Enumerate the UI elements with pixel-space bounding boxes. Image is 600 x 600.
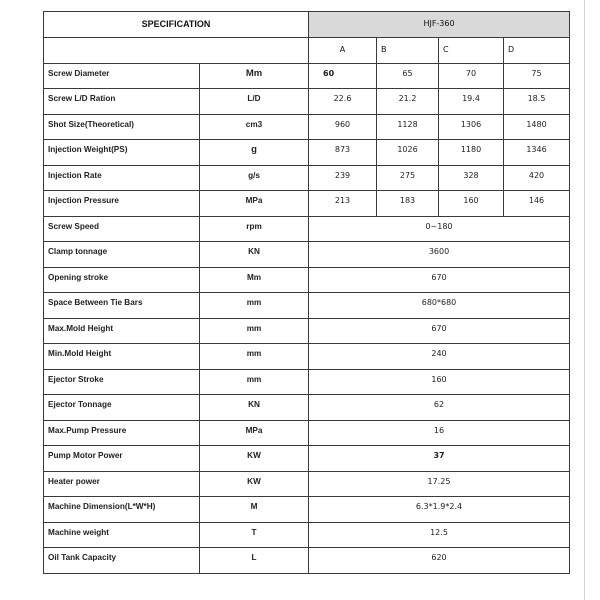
table-row — [44, 242, 570, 268]
value-c: 328 — [439, 165, 504, 191]
header-row — [44, 12, 570, 38]
row-unit: MPa — [200, 191, 309, 217]
row-label: Pump Motor Power — [44, 446, 200, 472]
screw-option-b: B — [377, 38, 439, 64]
value-b: 183 — [377, 191, 439, 217]
row-label: Machine weight — [44, 522, 200, 548]
table-row — [44, 191, 570, 217]
blank-cell — [44, 38, 309, 64]
row-value: 670 — [309, 267, 570, 293]
row-unit: mm — [200, 369, 309, 395]
table-row — [44, 369, 570, 395]
value-b: 65 — [377, 63, 439, 89]
row-value: 670 — [309, 318, 570, 344]
row-label: Clamp tonnage — [44, 242, 200, 268]
value-c: 1180 — [439, 140, 504, 166]
row-value: 17.25 — [309, 471, 570, 497]
table-row — [44, 293, 570, 319]
value-a: 239 — [309, 165, 377, 191]
table-row — [44, 344, 570, 370]
specification-title: SPECIFICATION — [44, 12, 309, 38]
value-b: 1026 — [377, 140, 439, 166]
table-row — [44, 446, 570, 472]
value-a: 213 — [309, 191, 377, 217]
row-label: Space Between Tie Bars — [44, 293, 200, 319]
value-c: 160 — [439, 191, 504, 217]
value-d: 146 — [504, 191, 570, 217]
row-value: 680*680 — [309, 293, 570, 319]
table-row — [44, 89, 570, 115]
row-label: Min.Mold Height — [44, 344, 200, 370]
table-row — [44, 548, 570, 574]
table-row — [44, 216, 570, 242]
row-value: 12.5 — [309, 522, 570, 548]
row-label: Shot Size(Theoretical) — [44, 114, 200, 140]
screw-option-c: C — [439, 38, 504, 64]
screw-option-a: A — [309, 38, 377, 64]
row-unit: cm3 — [200, 114, 309, 140]
row-unit: Mm — [200, 63, 309, 89]
row-label: Screw Diameter — [44, 63, 200, 89]
specification-table — [43, 11, 570, 574]
row-value: 240 — [309, 344, 570, 370]
value-c: 1306 — [439, 114, 504, 140]
value-d: 18.5 — [504, 89, 570, 115]
row-label: Max.Pump Pressure — [44, 420, 200, 446]
page-edge-divider — [584, 0, 585, 600]
value-d: 75 — [504, 63, 570, 89]
value-c: 70 — [439, 63, 504, 89]
row-label: Oil Tank Capacity — [44, 548, 200, 574]
table-row — [44, 522, 570, 548]
row-unit: mm — [200, 293, 309, 319]
row-unit: T — [200, 522, 309, 548]
row-label: Injection Pressure — [44, 191, 200, 217]
row-unit: MPa — [200, 420, 309, 446]
row-label: Ejector Tonnage — [44, 395, 200, 421]
row-unit: L — [200, 548, 309, 574]
value-a: 960 — [309, 114, 377, 140]
row-value: 16 — [309, 420, 570, 446]
value-a: 22.6 — [309, 89, 377, 115]
value-b: 21.2 — [377, 89, 439, 115]
row-value: 620 — [309, 548, 570, 574]
row-label: Injection Weight(PS) — [44, 140, 200, 166]
table-row — [44, 420, 570, 446]
value-b: 275 — [377, 165, 439, 191]
row-unit: g/s — [200, 165, 309, 191]
screw-option-d: D — [504, 38, 570, 64]
row-unit: L/D — [200, 89, 309, 115]
row-label: Screw Speed — [44, 216, 200, 242]
row-label: Machine Dimension(L*W*H) — [44, 497, 200, 523]
table-row — [44, 318, 570, 344]
row-value: 6.3*1.9*2.4 — [309, 497, 570, 523]
row-label: Opening stroke — [44, 267, 200, 293]
row-unit: mm — [200, 344, 309, 370]
row-unit: KN — [200, 395, 309, 421]
row-label: Screw L/D Ration — [44, 89, 200, 115]
row-label: Injection Rate — [44, 165, 200, 191]
value-d: 1480 — [504, 114, 570, 140]
row-value: 62 — [309, 395, 570, 421]
row-label: Heater power — [44, 471, 200, 497]
row-unit: KW — [200, 446, 309, 472]
model-name: HJF-360 — [309, 12, 570, 38]
value-a: 873 — [309, 140, 377, 166]
value-d: 1346 — [504, 140, 570, 166]
value-a: 60 — [309, 63, 377, 89]
row-value: 3600 — [309, 242, 570, 268]
row-unit: rpm — [200, 216, 309, 242]
row-value: 160 — [309, 369, 570, 395]
screw-option-row — [44, 38, 570, 64]
table-row — [44, 395, 570, 421]
table-row — [44, 267, 570, 293]
row-value: 37 — [309, 446, 570, 472]
table-row — [44, 63, 570, 89]
value-d: 420 — [504, 165, 570, 191]
row-unit: KN — [200, 242, 309, 268]
row-unit: Mm — [200, 267, 309, 293]
row-unit: M — [200, 497, 309, 523]
table-row — [44, 140, 570, 166]
row-label: Ejector Stroke — [44, 369, 200, 395]
table-row — [44, 471, 570, 497]
row-unit: mm — [200, 318, 309, 344]
table-row — [44, 165, 570, 191]
table-row — [44, 497, 570, 523]
row-unit: g — [200, 140, 309, 166]
value-b: 1128 — [377, 114, 439, 140]
row-label: Max.Mold Height — [44, 318, 200, 344]
row-value: 0~180 — [309, 216, 570, 242]
table-row — [44, 114, 570, 140]
row-unit: KW — [200, 471, 309, 497]
value-c: 19.4 — [439, 89, 504, 115]
